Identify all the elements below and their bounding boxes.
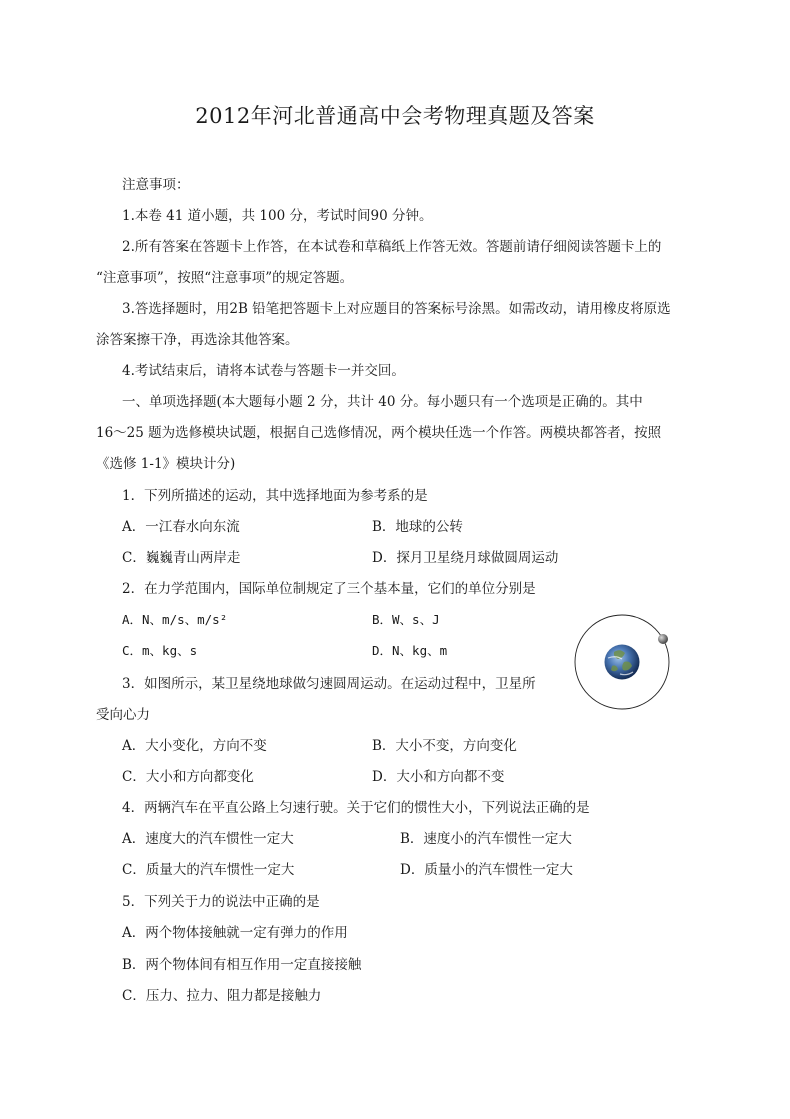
- q5-stem: 5．下列关于力的说法中正确的是: [122, 894, 320, 910]
- q1-option-b: B．地球的公转: [372, 519, 463, 535]
- section-heading: 一、单项选择题(本大题每小题 2 分，共计 40 分。每小题只有一个选项是正确的。其中: [122, 394, 643, 410]
- notice-3-cont: 涂答案擦干净，再选涂其他答案。: [96, 332, 299, 348]
- q4-option-d: D．质量小的汽车惯性一定大: [400, 862, 573, 878]
- q4-option-b: B．速度小的汽车惯性一定大: [400, 831, 572, 847]
- notice-3: 3.答选择题时，用2B 铅笔把答题卡上对应题目的答案标号涂黑。如需改动，请用橡皮将原选: [122, 301, 671, 317]
- q2-option-a: A．N、m/s、m/s²: [122, 612, 228, 627]
- satellite-icon: [658, 634, 668, 644]
- q5-option-a: A．两个物体接触就一定有弹力的作用: [122, 925, 348, 941]
- q3-option-a: A．大小变化，方向不变: [122, 738, 267, 754]
- q3-option-c: C．大小和方向都变化: [122, 769, 254, 785]
- q1-option-a: A．一江春水向东流: [122, 519, 240, 535]
- q3-stem-cont: 受向心力: [96, 707, 150, 723]
- page-title: 2012年河北普通高中会考物理真题及答案: [195, 104, 595, 128]
- q1-stem: 1．下列所描述的运动，其中选择地面为参考系的是: [122, 488, 428, 504]
- earth-satellite-orbit-figure: [572, 612, 672, 712]
- q2-stem: 2．在力学范围内，国际单位制规定了三个基本量，它们的单位分别是: [122, 581, 536, 597]
- q5-option-b: B．两个物体间有相互作用一定直接接触: [122, 957, 362, 973]
- q4-option-a: A．速度大的汽车惯性一定大: [122, 831, 294, 847]
- q3-option-d: D．大小和方向都不变: [372, 769, 505, 785]
- q2-option-d: D．N、kg、m: [372, 643, 448, 658]
- q4-stem: 4．两辆汽车在平直公路上匀速行驶。关于它们的惯性大小，下列说法正确的是: [122, 800, 590, 816]
- q1-option-d: D．探月卫星绕月球做圆周运动: [372, 550, 559, 566]
- q2-option-c: C．m、kg、s: [122, 643, 198, 658]
- q3-option-b: B．大小不变，方向变化: [372, 738, 517, 754]
- section-heading-end: 《选修 1-1》模块计分): [96, 456, 236, 472]
- q3-stem: 3．如图所示，某卫星绕地球做匀速圆周运动。在运动过程中，卫星所: [122, 676, 536, 692]
- notice-1: 1.本卷 41 道小题，共 100 分，考试时间90 分钟。: [122, 208, 433, 224]
- q2-option-b: B．W、s、J: [372, 612, 440, 627]
- notice-2-cont: “注意事项”，按照“注意事项”的规定答题。: [96, 270, 354, 286]
- notice-2: 2.所有答案在答题卡上作答，在本试卷和草稿纸上作答无效。答题前请仔细阅读答题卡上的: [122, 239, 662, 255]
- notice-heading: 注意事项：: [122, 177, 190, 193]
- q4-option-c: C．质量大的汽车惯性一定大: [122, 862, 295, 878]
- notice-4: 4.考试结束后，请将本试卷与答题卡一并交回。: [122, 363, 405, 379]
- q1-option-c: C．巍巍青山两岸走: [122, 550, 241, 566]
- section-heading-cont: 16～25 题为选修模块试题，根据自己选修情况，两个模块任选一个作答。两模块都答者，按照: [96, 425, 662, 441]
- q5-option-c: C．压力、拉力、阻力都是接触力: [122, 988, 322, 1004]
